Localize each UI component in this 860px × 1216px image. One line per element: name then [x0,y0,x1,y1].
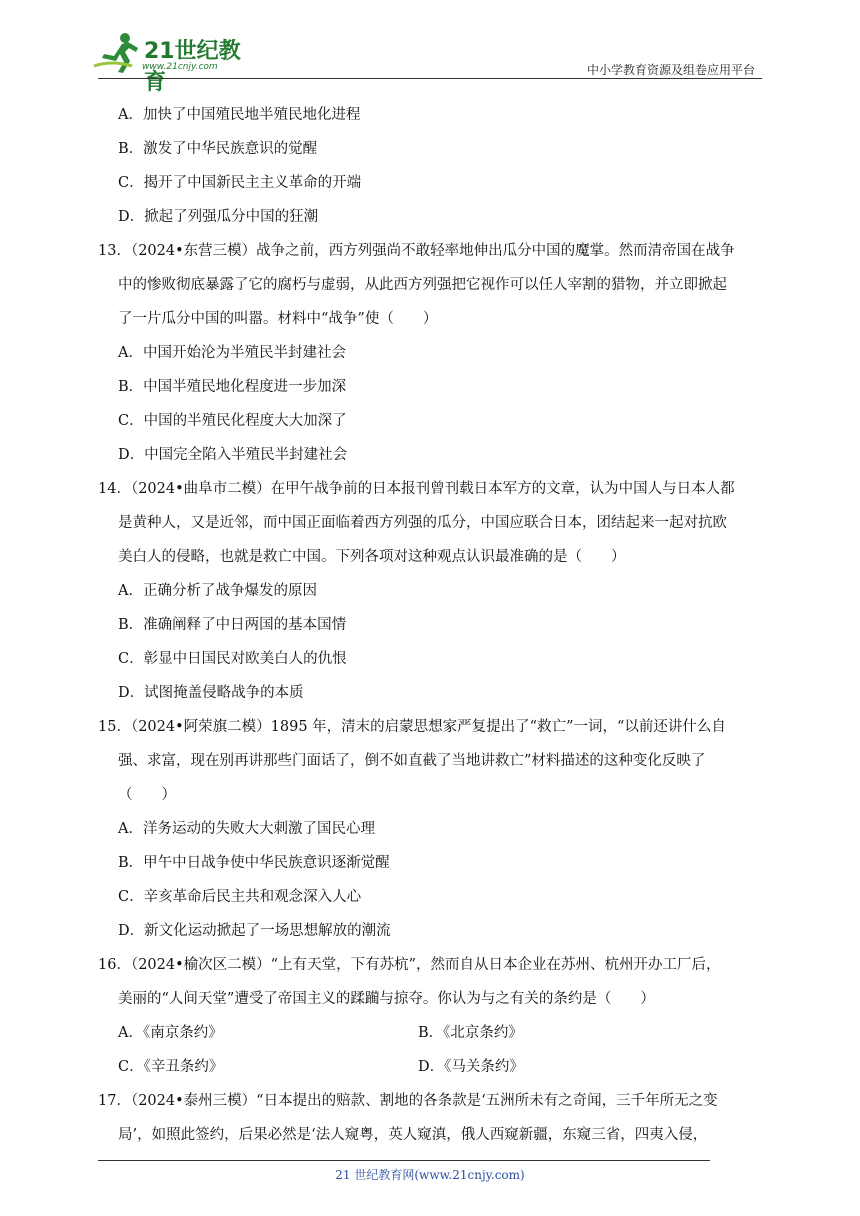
runner-logo-icon [92,32,142,74]
answer-option: A．中国开始沦为半殖民半封建社会 [118,345,346,361]
question-stem: 15．（2024•阿荣旗二模）1895 年，清末的启蒙思想家严复提出了“救亡”一词，“以前还讲什么自 [98,719,726,735]
answer-option: D．试图掩盖侵略战争的本质 [118,685,304,701]
answer-option: D．中国完全陷入半殖民半封建社会 [118,447,348,463]
question-text-line: 局’，如照此签约，后果必然是‘法人窥粤，英人窥滇，俄人西窥新疆，东窥三省，四夷入侵， [118,1127,708,1143]
question-text-line: 中的惨败彻底暴露了它的腐朽与虚弱，从此西方列强把它视作可以任人宰割的猎物，并立即掀起 [118,277,727,293]
answer-option: B．甲午中日战争使中华民族意识逐渐觉醒 [118,855,390,871]
answer-option: C．彰显中日国民对欧美白人的仇恨 [118,651,347,667]
answer-option: D．《马关条约》 [418,1059,524,1075]
answer-option: A．洋务运动的失败大大刺激了国民心理 [118,821,375,837]
logo-text: 21世纪教育 [144,39,241,95]
question-stem: 16．（2024•榆次区二模）“上有天堂，下有苏杭”，然而自从日本企业在苏州、杭州开办工厂后， [98,957,721,973]
answer-option: C．揭开了中国新民主主义革命的开端 [118,175,362,191]
answer-option: A．《南京条约》 [118,1025,223,1041]
footer-text: 21 世纪教育网(www.21cnjy.com) [335,1168,525,1182]
logo-url: www.21cnjy.com [142,62,218,72]
page-header [0,0,860,95]
answer-option: B．中国半殖民地化程度进一步加深 [118,379,347,395]
question-text-line: 了一片瓜分中国的叫嚣。材料中“战争”使（ ） [118,311,438,327]
question-stem: 17．（2024•泰州三模）“日本提出的赔款、割地的各条款是‘五洲所未有之奇闻，三千年所无之变 [98,1093,718,1109]
question-text-line: 美白人的侵略，也就是救亡中国。下列各项对这种观点认识最准确的是（ ） [118,549,626,565]
header-divider [98,78,762,79]
answer-option: A．加快了中国殖民地半殖民地化进程 [118,107,361,123]
question-stem: 14．（2024•曲阜市二模）在甲午战争前的日本报刊曾刊载日本军方的文章，认为中国人与日本人都 [98,481,735,497]
answer-option: B．《北京条约》 [418,1025,523,1041]
platform-label: 中小学教育资源及组卷应用平台 [586,63,755,77]
answer-option: C．辛亥革命后民主共和观念深入人心 [118,889,362,905]
question-text-line: （ ） [118,787,176,803]
answer-option: C．《辛丑条约》 [118,1059,224,1075]
logo [92,32,262,95]
answer-option: B．激发了中华民族意识的觉醒 [118,141,318,157]
answer-option: A．正确分析了战争爆发的原因 [118,583,317,599]
answer-option: D．掀起了列强瓜分中国的狂潮 [118,209,319,225]
question-text-line: 强、求富，现在别再讲那些门面话了，倒不如直截了当地讲救亡”材料描述的这种变化反映了 [118,753,706,769]
footer-divider [98,1160,710,1161]
question-stem: 13．（2024•东营三模）战争之前，西方列强尚不敢轻率地伸出瓜分中国的魔掌。然而清帝国在战争 [98,243,735,259]
answer-option: C．中国的半殖民化程度大大加深了 [118,413,347,429]
answer-option: B．准确阐释了中日两国的基本国情 [118,617,347,633]
answer-option: D．新文化运动掀起了一场思想解放的潮流 [118,923,391,939]
question-text-line: 美丽的“人间天堂”遭受了帝国主义的蹂躏与掠夺。你认为与之有关的条约是（ ） [118,991,655,1007]
question-text-line: 是黄种人，又是近邻，而中国正面临着西方列强的瓜分，中国应联合日本，团结起来一起对抗欧 [118,515,727,531]
